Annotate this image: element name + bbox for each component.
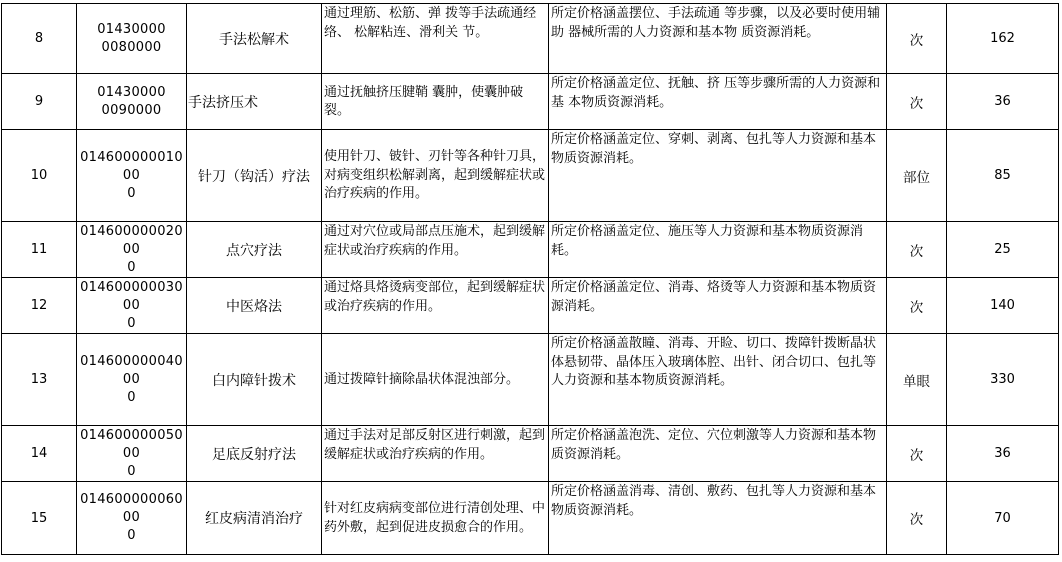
project-code-part: 01460000002000	[80, 223, 183, 257]
project-code	[77, 4, 187, 74]
project-name: 手法挤压术	[187, 74, 322, 130]
price-value: 36	[947, 426, 1059, 482]
project-code-part: 01460000004000	[80, 353, 183, 387]
price-value: 36	[947, 74, 1059, 130]
pricing-unit: 部位	[887, 130, 947, 222]
pricing-unit: 次	[887, 222, 947, 278]
project-code-part: 01460000006000	[80, 492, 183, 525]
price-scope: 所定价格涵盖定位、消毒、烙烫等人力资源和基本物质资源消耗。	[549, 278, 887, 334]
project-description: 通过抚触挤压腱鞘 囊肿，使囊肿破裂。	[322, 74, 549, 130]
project-code-part: 01460000001000	[80, 149, 183, 183]
project-code-part: 0	[127, 315, 136, 331]
project-code-part: 0	[127, 259, 136, 275]
row-number: 10	[2, 130, 77, 222]
project-name: 白内障针拨术	[187, 334, 322, 426]
project-code-part: 0	[127, 389, 136, 405]
project-code-part: 01460000003000	[80, 279, 183, 313]
price-value: 330	[947, 334, 1059, 426]
project-name: 手法松解术	[187, 4, 322, 74]
price-value: 162	[947, 4, 1059, 74]
table-row	[2, 482, 1059, 555]
project-code	[77, 278, 187, 334]
price-value: 70	[947, 482, 1059, 555]
table-row	[2, 74, 1059, 130]
project-code	[77, 130, 187, 222]
project-code	[77, 426, 187, 482]
table-row	[2, 334, 1059, 426]
price-scope: 所定价格涵盖散瞳、消毒、开睑、切口、拨障针拨断晶状体悬韧带、晶体压入玻璃体腔、出针、闭合切口、包扎等人力资源和基本物质资源消耗。	[549, 334, 887, 426]
project-code	[77, 222, 187, 278]
project-code-part: 0	[127, 463, 136, 479]
project-description: 针对红皮病病变部位进行清创处理、中药外敷，起到促进皮损愈合的作用。	[322, 482, 549, 555]
project-code	[77, 74, 187, 130]
project-name: 足底反射疗法	[187, 426, 322, 482]
project-code-part: 0	[127, 528, 136, 543]
project-description: 通过烙具烙烫病变部位，起到缓解症状或治疗疾病的作用。	[322, 278, 549, 334]
price-scope: 所定价格涵盖摆位、手法疏通 等步骤，以及必要时使用辅助 器械所需的人力资源和基本物 质资源消耗。	[549, 4, 887, 74]
pricing-unit: 次	[887, 482, 947, 555]
project-description: 使用针刀、铍针、刃针等各种针刀具，对病变组织松解剥离，起到缓解症状或治疗疾病的作用。	[322, 130, 549, 222]
project-code-part: 01430000	[97, 21, 166, 37]
row-number: 9	[2, 74, 77, 130]
row-number: 12	[2, 278, 77, 334]
pricing-table	[1, 3, 1059, 555]
project-description: 通过理筋、松筋、弹 拨等手法疏通经络、 松解粘连、滑利关 节。	[322, 4, 549, 74]
price-value: 25	[947, 222, 1059, 278]
row-number: 15	[2, 482, 77, 555]
project-code-part: 01430000	[97, 84, 166, 100]
price-scope: 所定价格涵盖定位、抚触、挤 压等步骤所需的人力资源和基 本物质资源消耗。	[549, 74, 887, 130]
project-name: 针刀（钩活）疗法	[187, 130, 322, 222]
row-number: 11	[2, 222, 77, 278]
pricing-unit: 次	[887, 278, 947, 334]
project-code-part: 0080000	[101, 39, 162, 55]
pricing-unit: 次	[887, 426, 947, 482]
project-name: 点穴疗法	[187, 222, 322, 278]
project-code	[77, 334, 187, 426]
price-value: 85	[947, 130, 1059, 222]
table-row	[2, 222, 1059, 278]
table-row	[2, 4, 1059, 74]
pricing-unit: 单眼	[887, 334, 947, 426]
price-scope: 所定价格涵盖定位、施压等人力资源和基本物质资源消耗。	[549, 222, 887, 278]
table-row	[2, 278, 1059, 334]
project-description: 通过对穴位或局部点压施术，起到缓解症状或治疗疾病的作用。	[322, 222, 549, 278]
project-description: 通过手法对足部反射区进行刺激，起到缓解症状或治疗疾病的作用。	[322, 426, 549, 482]
price-scope: 所定价格涵盖定位、穿刺、剥离、包扎等人力资源和基本物质资源消耗。	[549, 130, 887, 222]
price-value: 140	[947, 278, 1059, 334]
project-code-part: 0	[127, 185, 136, 201]
project-code-part: 0090000	[101, 102, 162, 118]
pricing-unit: 次	[887, 4, 947, 74]
table-row	[2, 426, 1059, 482]
price-scope: 所定价格涵盖泡洗、定位、穴位刺激等人力资源和基本物质资源消耗。	[549, 426, 887, 482]
project-code-part: 01460000005000	[80, 427, 183, 461]
project-name: 中医烙法	[187, 278, 322, 334]
row-number: 8	[2, 4, 77, 74]
row-number: 13	[2, 334, 77, 426]
row-number: 14	[2, 426, 77, 482]
project-description: 通过拨障针摘除晶状体混浊部分。	[322, 334, 549, 426]
pricing-unit: 次	[887, 74, 947, 130]
price-scope: 所定价格涵盖消毒、清创、敷药、包扎等人力资源和基本物质资源消耗。	[549, 482, 887, 555]
table-row	[2, 130, 1059, 222]
project-name: 红皮病清消治疗	[187, 482, 322, 555]
project-code	[77, 482, 187, 555]
